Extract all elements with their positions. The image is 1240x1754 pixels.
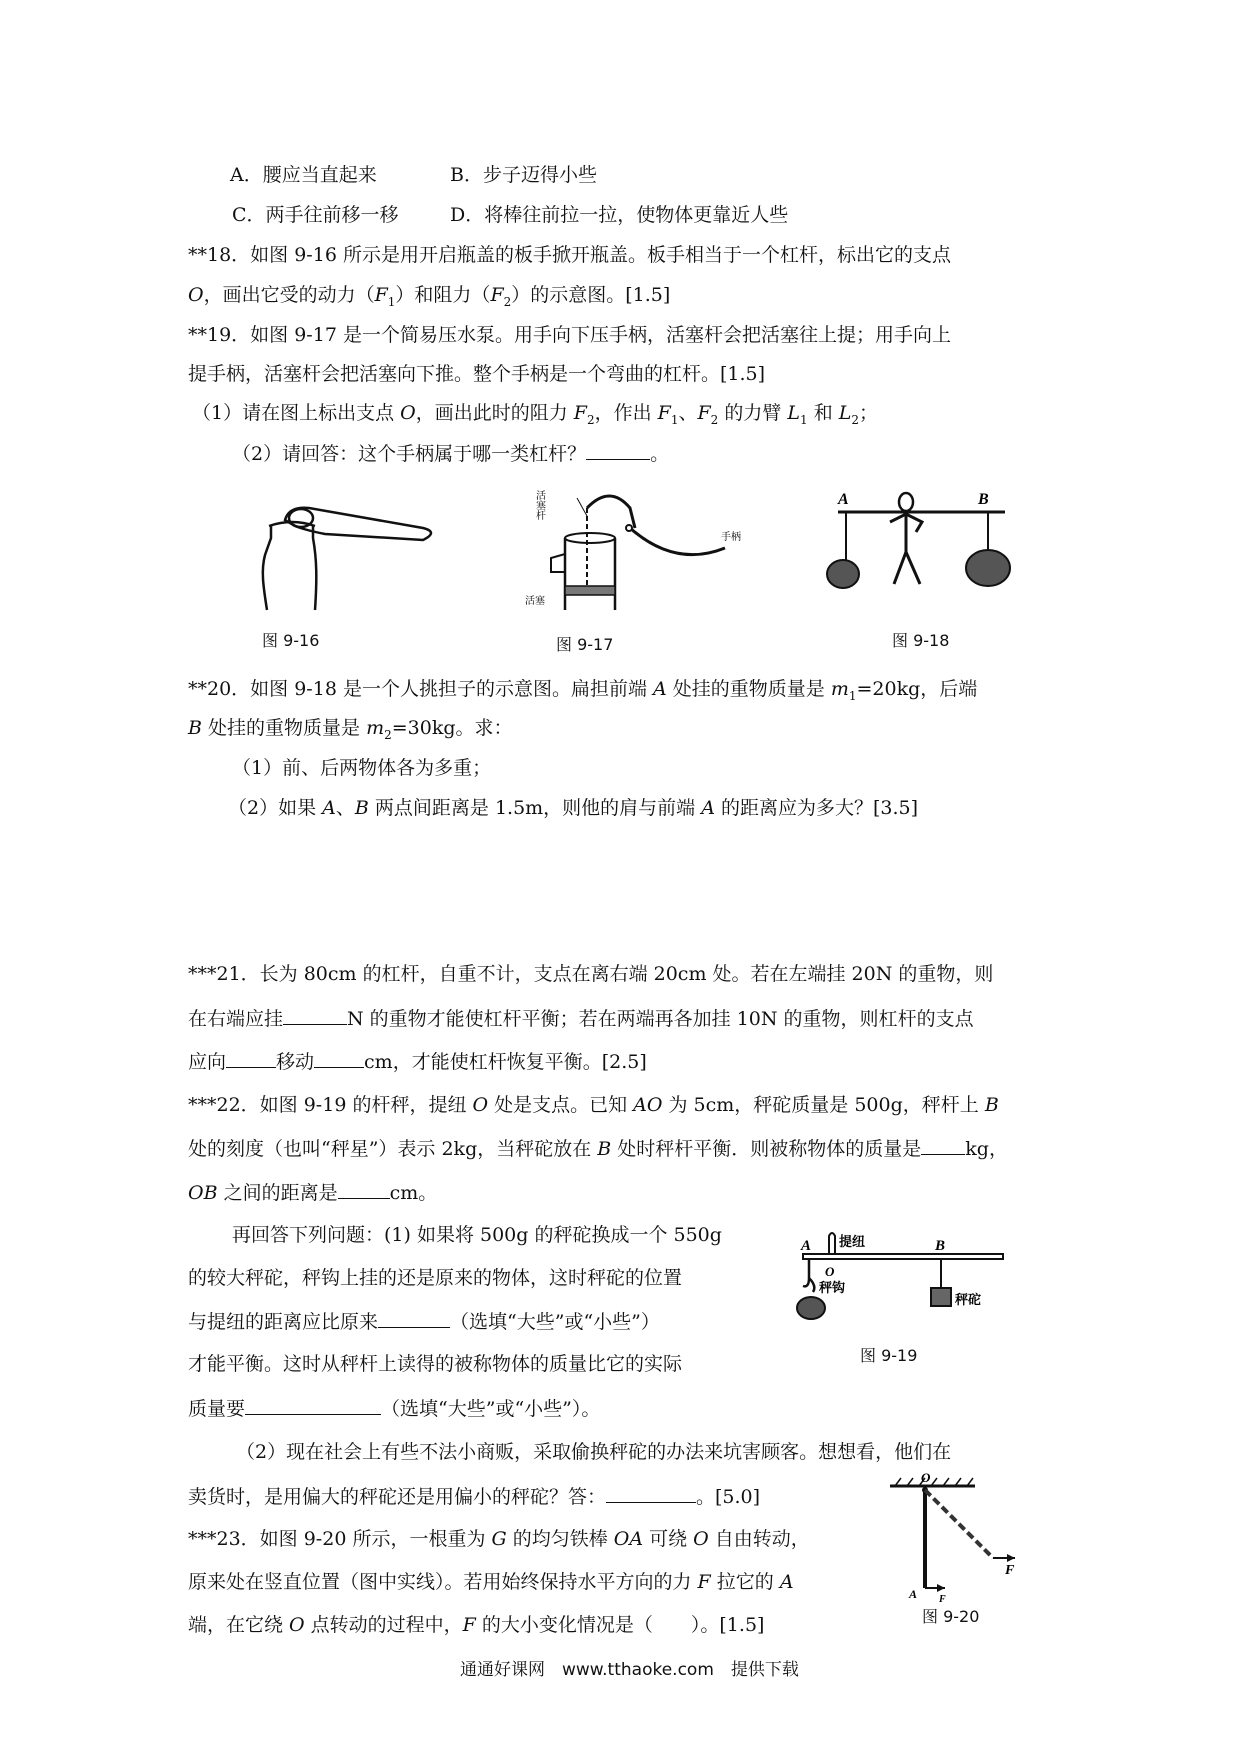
q19-sub2-a: （2）请回答：这个手柄属于哪一类杠杆？ xyxy=(232,443,587,465)
q21-line2 xyxy=(188,1006,974,1031)
q18-f1: F xyxy=(374,284,388,306)
q21-blank-2[interactable] xyxy=(226,1049,276,1068)
q23-line3-a: 端，在它绕 xyxy=(188,1614,290,1636)
q20-line2 xyxy=(188,716,513,747)
q20-line1-b: 处挂的重物质量是 xyxy=(666,678,831,700)
q20-line2-a: 处挂的重物质量是 xyxy=(201,717,367,739)
q19-sub1-b: ，画出此时的阻力 xyxy=(415,402,574,424)
q22-s2-line2-a: 卖货时，是用偏大的秤砣还是用偏小的秤砣？答： xyxy=(188,1486,607,1508)
steelyard-beam xyxy=(803,1254,1003,1259)
q20-line1-c: =20kg，后端 xyxy=(856,678,978,700)
q22-line1-b: 处是支点。已知 xyxy=(488,1094,634,1116)
q20-sub2 xyxy=(228,796,918,820)
q23-line1-O: O xyxy=(693,1528,709,1550)
q23-line1-c: 可绕 xyxy=(643,1528,694,1550)
q19-sub1-f2bsub: 2 xyxy=(710,412,719,427)
q17-option-b: B．步子迈得小些 xyxy=(450,164,597,186)
q23-line1-OA: OA xyxy=(613,1528,644,1550)
q23-line3-F: F xyxy=(462,1614,476,1636)
q22-line2-B: B xyxy=(597,1138,612,1160)
q19-sub1-l2: L xyxy=(838,402,852,424)
q21-line2-b: N 的重物才能使杠杆平衡；若在两端再各加挂 10N 的重物，则杠杆的支点 xyxy=(347,1008,974,1030)
q18-line2 xyxy=(188,283,670,314)
figure-9-18 xyxy=(820,492,1020,602)
q17-option-c: C．两手往前移一移 xyxy=(232,204,399,226)
figure-9-19 xyxy=(795,1228,1015,1328)
q22-line3 xyxy=(188,1180,437,1205)
q19-sub2-b: 。 xyxy=(650,443,670,465)
q23-line2-F: F xyxy=(697,1571,711,1593)
q22-blank-1[interactable] xyxy=(921,1136,965,1155)
q22-p3-a: 与提纽的距离应比原来 xyxy=(188,1311,379,1333)
label-hook: 秤钩 xyxy=(819,1280,846,1295)
person-body xyxy=(890,512,922,584)
q22-line2-c: kg， xyxy=(965,1138,1008,1160)
q22-p5 xyxy=(188,1396,600,1421)
figure-9-16-caption: 图 9-16 xyxy=(262,631,320,650)
pump-cylinder xyxy=(565,538,615,610)
q19-sub1-l2sub: 2 xyxy=(851,412,860,427)
q19-sub1-f1: F xyxy=(657,402,671,424)
q22-line3-b: cm。 xyxy=(389,1182,438,1204)
figure-9-20-caption: 图 9-20 xyxy=(922,1607,980,1626)
label-knob: 提纽 xyxy=(839,1234,866,1249)
q19-sub1-e: 的力臂 xyxy=(718,402,788,424)
q22-p5-b: （选填“大些”或“小些”）。 xyxy=(381,1398,601,1420)
q19-line1: **19．如图 9-17 是一个简易压水泵。用手向下压手柄，活塞杆会把活塞往上提；用手向上 xyxy=(188,324,951,346)
label-a: A xyxy=(801,1238,812,1254)
q22-line2-b: 处时秤杆平衡．则被称物体的质量是 xyxy=(611,1138,922,1160)
q23-line1-G: G xyxy=(491,1528,507,1550)
q22-line1-c: 为 5cm，秤砣质量是 500g，秤杆上 xyxy=(662,1094,985,1116)
q20-line1-m: m xyxy=(830,678,849,700)
pump-pivot xyxy=(626,525,632,531)
pump-handle xyxy=(630,528,725,555)
q22-line2 xyxy=(188,1136,1008,1161)
label-f-bottom: F xyxy=(939,1594,946,1605)
figure-9-17-caption: 图 9-17 xyxy=(556,635,614,654)
q23-line1-a: ***23．如图 9-20 所示，一根重为 xyxy=(188,1528,492,1550)
label-a: A xyxy=(909,1587,918,1601)
q21-line1: ***21．长为 80cm 的杠杆，自重不计，支点在离右端 20cm 处。若在左端挂 20N 的重物，则 xyxy=(188,963,994,985)
q23-line1-d: 自由转动， xyxy=(708,1528,810,1550)
q23-line2-A: A xyxy=(779,1571,794,1593)
q22-s2-line2 xyxy=(188,1484,760,1509)
q23-line3-O: O xyxy=(289,1614,305,1636)
q20-line1-msub: 1 xyxy=(848,688,857,703)
q19-sub1-f1sub: 1 xyxy=(670,412,679,427)
q22-p4: 才能平衡。这时从秤杆上读得的被称物体的质量比它的实际 xyxy=(188,1353,683,1375)
q22-line3-OB: OB xyxy=(188,1182,218,1204)
q19-sub1 xyxy=(192,401,878,432)
figure-9-16 xyxy=(255,500,455,615)
wrench-ring xyxy=(289,509,313,527)
label-f: F xyxy=(1005,1563,1015,1578)
q22-p1: 再回答下列问题：(1) 如果将 500g 的秤砣换成一个 550g xyxy=(232,1224,722,1246)
q22-blank-4[interactable] xyxy=(245,1396,381,1415)
q23-line2-a: 原来处在竖直位置（图中实线）。若用始终保持水平方向的力 xyxy=(188,1571,698,1593)
arrowhead xyxy=(937,1584,945,1592)
q18-line1: **18．如图 9-16 所示是用开启瓶盖的板手掀开瓶盖。板手相当于一个杠杆，标出它的支点 xyxy=(188,244,951,266)
q20-line2-msub: 2 xyxy=(384,727,392,742)
bottle-outline xyxy=(263,526,316,610)
q21-blank-1[interactable] xyxy=(283,1006,347,1025)
q20-line1-a: **20．如图 9-18 是一个人挑担子的示意图。扁担前端 xyxy=(188,678,653,700)
q22-p3-b: （选填“大些”或“小些”） xyxy=(450,1311,660,1333)
q20-line2-b: =30kg。求： xyxy=(391,717,513,739)
q20-sub2-B: B xyxy=(354,797,369,819)
q18-text-b: ）和阻力（ xyxy=(395,284,491,306)
counterweight xyxy=(931,1288,951,1306)
person-head xyxy=(899,493,913,511)
q22-p5-a: 质量要 xyxy=(188,1398,246,1420)
q20-line1 xyxy=(188,677,977,708)
q22-line1-a: ***22．如图 9-19 的杆秤，提纽 xyxy=(188,1094,473,1116)
load-b xyxy=(966,550,1010,586)
label-b: B xyxy=(978,491,989,508)
q23-line3 xyxy=(188,1613,764,1637)
hook xyxy=(803,1259,814,1292)
q17-option-a: A．腰应当直起来 xyxy=(230,164,377,186)
q19-sub1-l1: L xyxy=(787,402,801,424)
q19-sub1-f2sub: 2 xyxy=(586,412,595,427)
label-handle: 手柄 xyxy=(721,532,741,543)
q19-sub1-f: 和 xyxy=(807,402,839,424)
q19-sub1-f2b: F xyxy=(697,402,711,424)
figure-9-19-caption: 图 9-19 xyxy=(860,1346,918,1365)
q23-line1-b: 的均匀铁棒 xyxy=(506,1528,614,1550)
q21-blank-3[interactable] xyxy=(314,1049,364,1068)
q21-line3-b: 移动 xyxy=(276,1051,315,1073)
label-b: B xyxy=(935,1238,946,1254)
q23-line1 xyxy=(188,1527,810,1551)
q20-line1-A: A xyxy=(652,678,667,700)
q22-line2-a: 处的刻度（也叫“秤星”）表示 2kg，当秤砣放在 xyxy=(188,1138,598,1160)
q22-line1-AO: AO xyxy=(633,1094,663,1116)
q21-line2-a: 在右端应挂 xyxy=(188,1008,284,1030)
figure-9-17 xyxy=(525,488,755,613)
label-rod: 活塞杆 xyxy=(533,490,545,520)
pump-spout xyxy=(551,554,565,572)
rod-rotated xyxy=(925,1490,993,1558)
q20-sub2-c: 两点间距离是 1.5m，则他的肩与前端 xyxy=(368,797,702,819)
label-piston: 活塞 xyxy=(525,596,545,607)
q18-o: O xyxy=(188,284,204,306)
q22-line1-B: B xyxy=(984,1094,999,1116)
q22-blank-2[interactable] xyxy=(338,1180,390,1199)
q23-line3-b: 点转动的过程中， xyxy=(304,1614,463,1636)
q19-answer-blank[interactable] xyxy=(586,441,650,460)
q20-sub2-d: 的距离应为多大？[3.5] xyxy=(714,797,919,819)
lifting-cord xyxy=(829,1233,835,1254)
figure-9-18-caption: 图 9-18 xyxy=(892,631,950,650)
label-weight: 秤砣 xyxy=(955,1292,982,1307)
q19-sub1-f2: F xyxy=(573,402,587,424)
q20-sub2-a: （2）如果 xyxy=(228,797,323,819)
q21-line3-a: 应向 xyxy=(188,1051,227,1073)
load-a xyxy=(827,560,859,588)
label-o: O xyxy=(921,1470,931,1485)
hook-load xyxy=(797,1297,825,1319)
q19-sub1-g: ； xyxy=(859,402,879,424)
q23-line2-b: 拉它的 xyxy=(710,1571,780,1593)
q21-line3 xyxy=(188,1049,647,1074)
q20-sub2-A: A xyxy=(322,797,336,819)
page-footer: 通通好课网 www.tthaoke.com 提供下载 xyxy=(460,1660,799,1680)
arrowhead-rotated xyxy=(1007,1554,1015,1562)
q22-s2-line2-b: 。[5.0] xyxy=(696,1486,761,1508)
pump-piston xyxy=(565,586,615,595)
q22-line1-O: O xyxy=(472,1094,489,1116)
q20-line2-B: B xyxy=(188,717,202,739)
q18-f2-sub: 2 xyxy=(503,294,512,309)
q18-text-c: ）的示意图。[1.5] xyxy=(511,284,671,306)
q22-blank-3[interactable] xyxy=(378,1309,450,1328)
figure-9-20 xyxy=(885,1470,1045,1605)
q22-blank-5[interactable] xyxy=(606,1484,696,1503)
q20-sub1: （1）前、后两物体各为多重； xyxy=(232,757,492,779)
q19-sub1-c: ，作出 xyxy=(594,402,658,424)
label-o: O xyxy=(825,1264,835,1279)
q23-line2 xyxy=(188,1570,794,1594)
q22-p2: 的较大秤砣，秤钩上挂的还是原来的物体，这时秤砣的位置 xyxy=(188,1267,683,1289)
q18-text-a: ，画出它受的动力（ xyxy=(203,284,375,306)
label-a: A xyxy=(838,491,849,508)
q19-sub1-l1sub: 1 xyxy=(800,412,808,427)
q18-f2: F xyxy=(490,284,504,306)
q20-sub2-A2: A xyxy=(701,797,715,819)
q19-line2: 提手柄，活塞杆会把活塞向下推。整个手柄是一个弯曲的杠杆。[1.5] xyxy=(188,363,766,385)
q23-line3-c: 的大小变化情况是（ ）。[1.5] xyxy=(475,1614,765,1636)
q20-sub2-b: 、 xyxy=(335,797,355,819)
q21-line3-c: cm，才能使杠杆恢复平衡。[2.5] xyxy=(364,1051,647,1073)
q22-line3-a: 之间的距离是 xyxy=(217,1182,338,1204)
q22-s2-line1: （2）现在社会上有些不法小商贩，采取偷换秤砣的办法来坑害顾客。想想看，他们在 xyxy=(236,1441,952,1463)
q19-sub1-o: O xyxy=(400,402,416,424)
pump-arch xyxy=(587,496,635,528)
q18-f1-sub: 1 xyxy=(387,294,396,309)
pump-top xyxy=(565,533,615,543)
q19-sub2 xyxy=(232,441,669,466)
q22-p3 xyxy=(188,1309,660,1334)
q19-sub1-a: （1）请在图上标出支点 xyxy=(192,402,401,424)
label-rod-pointer xyxy=(577,498,587,516)
q22-line1 xyxy=(188,1093,999,1117)
q19-sub1-d: 、 xyxy=(678,402,698,424)
q20-line2-m: m xyxy=(366,717,385,739)
q17-option-d: D．将棒往前拉一拉，使物体更靠近人些 xyxy=(450,204,789,226)
